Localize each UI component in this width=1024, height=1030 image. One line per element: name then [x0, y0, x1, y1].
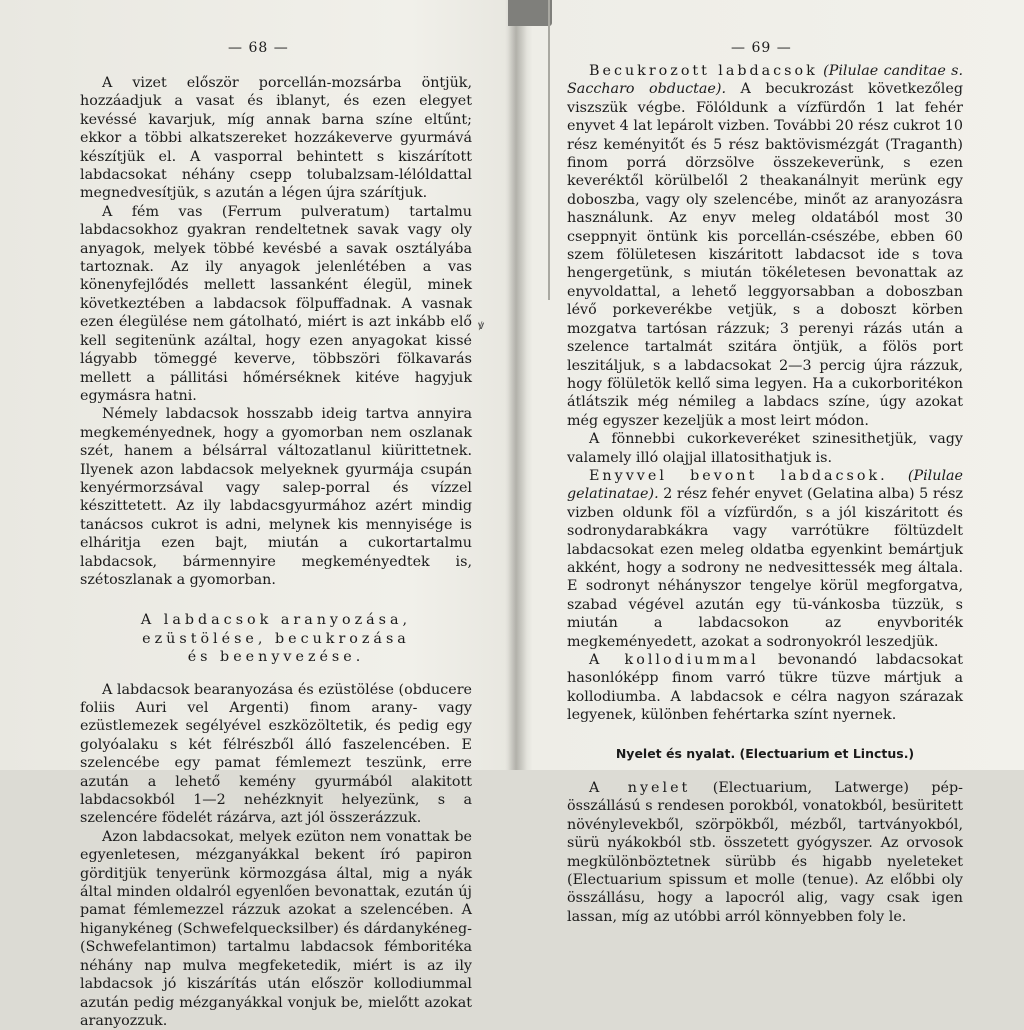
paragraph-body: bevonandó labdacsokat hasonlóképp finom varró tükre tüzve mártjuk a kollodiumba. A labdacsok e célra nagyon szárazak legyenek, különben fehértarka színt nyernek.: [567, 652, 963, 724]
paragraph: [567, 779, 963, 926]
left-page-text: [80, 74, 472, 1030]
latin-term: (Pilulae gelatinatae).: [567, 467, 963, 503]
paragraph: A fönnebbi cukorkeveréket szinesithetjük, vagy valamely illó olajjal illatosithatjuk is.: [567, 431, 963, 466]
paragraph-body: (Electuarium, Latwerge) pép-összállású s rendesen porokból, vonatokból, besüritett növénylevekből, szörpökből, mézből, tartványokból, sürü nyákokból stb. összetett gyógyszer. Az orvosok megkülönböztetnek sürübb és higabb nyeleteket (Electuarium spissum et molle (tenue). Az előbbi oly összállásu, hogy a lapocról alig, vagy csak igen lassan, míg az utóbbi arról könnyebben foly le.: [567, 780, 963, 925]
section-heading-line1: A labdacsok aranyozása, ezüstölése, becukrozása: [140, 612, 412, 647]
right-page-text: [567, 62, 963, 926]
section-heading: Nyelet és nyalat. (Electuarium et Linctus.): [615, 745, 915, 761]
paragraph-body: A becukrozást következőleg viszszük végbe. Fölóldunk a vízfürdőn 1 lat fehér enyvet 4 lat lepárolt vizben. További 20 rész cukrot 10 rész keményitőt és 5 rész baktövismézgát (Traganth) finom porrá dörzsölve összekeverünk, s ezen keveréktől körülbelől 2 theakanálnyit merünk egy doboszba, vagy oly szelencébe, minőt az aranyozásra használunk. Az enyv meleg oldatából most 30 cseppnyit öntünk kis porcellán-csészébe, ebben 60 szem fölületesen kiszáritott labdacsot ide s tova hengergetünk, s miután tökéletesen bevonattak az enyvoldattal, a lehető leggyorsabban a doboszban lévő porkeverékbe vetjük, s a doboszt körben mozgatva tartósan rázzuk; 3 perenyi rázás után a szelence tartalmát szitára öntjük, a fölös port leszitáljuk, s a labdacsokat 2—3 percig újra rázzuk, hogy fölületök kellő sima legyen. Ha a cukorboritékon átlátszik még némileg a labdacs színe, úgy azokat még egyszer kezeljük a most leirt módon.: [567, 81, 963, 429]
paragraph-lead: A nyelet: [589, 780, 691, 797]
left-page: [0, 0, 505, 1029]
paragraph: [567, 651, 963, 725]
paragraph-lead: Enyvvel bevont labdacsok.: [589, 467, 888, 484]
paragraph: [567, 467, 963, 651]
latin-term: (Pilulae canditae s. Saccharo obductae).: [567, 63, 963, 98]
section-heading-line2: és beenyvezése.: [187, 649, 365, 666]
section-heading: [80, 611, 472, 666]
paragraph: A fém vas (Ferrum pulveratum) tartalmu labdacsokhoz gyakran rendeltetnek savak vagy oly anyagok, melyek többé kevésbé a savak osztályába tartoznak. Az ily anyagok jelenlétében a vas könenyfejlődés mellett lassanként élegül, minek következtében a labdacsok fölpuffadnak. A vasnak ezen élegülése nem gátolható, miért is azt inkább elő kell segitenünk azáltal, hogy ezen anyagokat kissé lágyabb tömeggé keverve, többszöri fölkavarás mellett a pállitási hőmérséknek kitéve hagyjuk egymásra hatni.: [80, 203, 472, 404]
paragraph: A labdacsok bearanyozása és ezüstölése (obducere foliis Auri vel Argenti) finom arany- vagy ezüstlemezek segélyével eszközöltetik, és pedig egy golyóalaku s két félrészből álló faszelencében. E szelencébe egy pamat fémlemezt teszünk, erre azután a lehető kemény gyurmából alakitott labdacsokból 1—2 nehézknyit helyezünk, s a szelencére födelét rázárva, azt jól összerázzuk.: [80, 681, 472, 827]
paragraph: [567, 62, 963, 430]
paragraph: Azon labdacsokat, melyek ezüton nem vonattak be egyenletesen, mézganyákkal bekent író papiron görditjük tenyerünk körmozgása által, mig a nyák által minden oldalról egyenlően bevonattak, ezután új pamat fémlemezzel rázzuk azokat a szelencében. A higanykéneg (Schwefelquecksilber) és dárdanykéneg- (Schwefelantimon) tartalmu labdacsok fémboritéka néhány nap mulva megfeketedik, miért is az ily labdacsok jó kiszárítás után először kollodiummal azután pedig mézganyákkal vonjuk be, mielőtt azokat aranyozzuk.: [80, 828, 472, 1029]
page-number-left: — 68 —: [228, 40, 289, 56]
right-page: [527, 0, 1024, 925]
book-gutter: [505, 0, 527, 770]
page-number-right: — 69 —: [731, 40, 792, 56]
paragraph: A vizet először porcellán-mozsárba öntjük, hozzáadjuk a vasat és iblanyt, és ezen elegyet kevéssé kavarjuk, míg annak barna színe eltűnt; ekkor a többi alkatszereket hozzákeverve gyurmává készítjük el. A vasporral behintett s kiszárított labdacsokat néhány csepp tolubalzsam-lélóldattal megnedvesítjük, s azután a légen újra szárítjuk.: [80, 75, 472, 202]
paragraph-lead: Becukrozott labdacsok: [589, 63, 818, 79]
paragraph: Némely labdacsok hosszabb ideig tartva annyira megkeményednek, hogy a gyomorban nem oszlanak szét, hanem a bélsárral változatlanul kiürittetnek. Ilyenek azon labdacsok melyeknek gyurmája csupán kenyérmorzsával vagy salep-porral és vízzel készittetett. Az ily labdacsgyurmához azért mindig tanácsos cukrot is adni, melynek kis mennyisége is elháritja ezen bajt, miután a cukortartalmu labdacsok, bármennyire megkeményedtek is, szétoszlanak a gyomorban.: [80, 406, 472, 588]
paragraph-lead: A kollodiummal: [589, 652, 759, 668]
paragraph-body: 2 rész fehér enyvet (Gelatina alba) 5 rész vizben oldunk föl a vízfürdőn, s a jól kiszáritott és sodronydarabkákra vagy varrótükre föltüzdelt labdacsokat ezen meleg oldatba egyenkint bemártjuk akként, hogy a sodrony ne nedvesittessék meg általa. E sodronyt néhányszor tengelye körül megforgatva, szabad végével azután egy tü-vánkosba tüzzük, s miután a labdacsokon az enyvboriték megkeményedett, azokat a sodronyokról leszedjük.: [567, 486, 963, 650]
margin-mark: ꝟ: [478, 318, 485, 332]
